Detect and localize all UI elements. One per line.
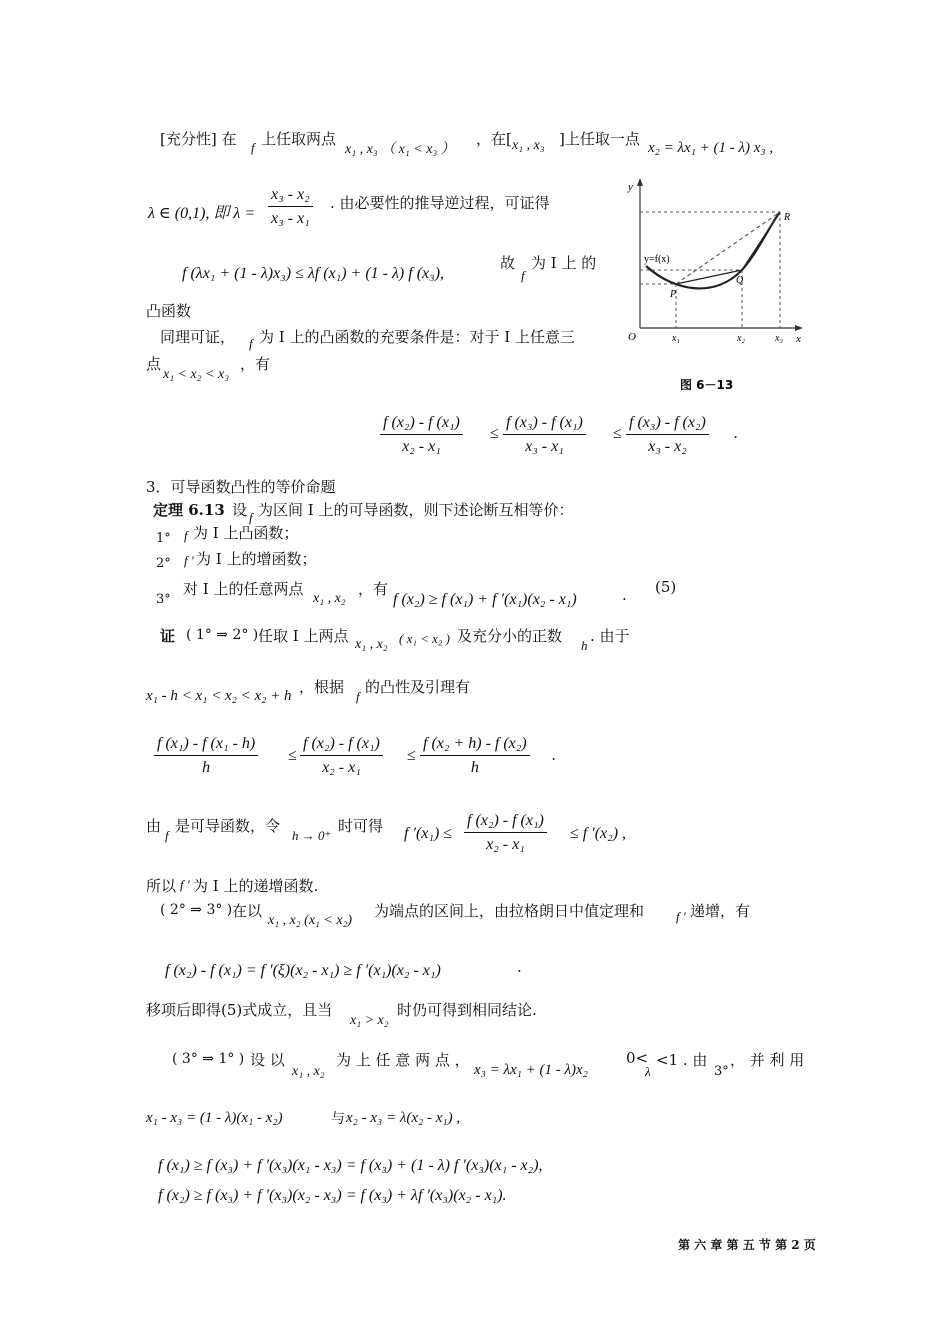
period: . — [552, 747, 556, 764]
fraction-lambda — [268, 186, 313, 228]
math-f: f — [249, 510, 253, 525]
fraction-num: f (x₃) - f (x₁) — [503, 414, 586, 435]
math-eq-5: f (x₂) ≥ f (x₁) + f ′(x₁)(x₂ - x₁) — [393, 591, 577, 608]
fraction-2 — [300, 735, 383, 777]
math-three-points: x₁ < x₂ < x₃ — [163, 367, 230, 382]
label-y: y — [628, 181, 633, 193]
item-1-text: 为 I 上凸函数； — [193, 524, 299, 542]
math-lhs: f ′(x₁) ≤ — [404, 825, 453, 842]
fraction-num: f (x₂) - f (x₁) — [464, 812, 547, 833]
fraction-num: f (x₂) - f (x₁) — [300, 735, 383, 756]
line6-a: 移项后即得(5)式成立，且当 — [146, 1001, 333, 1019]
label-P: P — [670, 289, 677, 300]
fraction-2 — [503, 414, 586, 456]
para1-a: [充分性] 在 — [160, 130, 237, 148]
proof3-b: 为 上 任 意 两 点 ， — [336, 1051, 470, 1069]
math-final-eq-1: f (x₁) ≥ f (x₃) + f ′(x₃)(x₁ - x₃) = f (x₃) + (1 - λ) f ′(x₃)(x₁ - x₂), — [158, 1157, 543, 1174]
para5-c: 点 — [146, 355, 162, 373]
fraction-num: f (x₃) - f (x₂) — [626, 414, 709, 435]
label-x: x — [796, 333, 801, 345]
item-2-text: 为 I 上的增函数； — [196, 550, 317, 568]
fraction-3 — [626, 414, 709, 456]
line2-a: ，根据 — [299, 678, 345, 696]
fraction-den: x₂ - x₁ — [322, 759, 361, 776]
period: . — [622, 586, 627, 604]
math-relation-1: x₁ - x₃ = (1 - λ)(x₁ - x₂) — [146, 1110, 283, 1126]
math-condition: x₁ > x₂ — [350, 1013, 389, 1028]
math-f: f — [521, 268, 525, 283]
equation-number: (5) — [655, 578, 677, 596]
para4: 凸函数 — [146, 302, 192, 320]
item-3-text2: ，有 — [358, 580, 389, 598]
math-f-prime: f ′ — [180, 877, 190, 892]
math-points: x₁ , x₂ — [313, 591, 346, 606]
line4-b: 为 I 上的递增函数. — [193, 877, 319, 895]
line3-c: 时可得 — [338, 817, 384, 835]
fraction-1 — [380, 414, 463, 456]
math-h: h — [581, 638, 588, 653]
implication-label: ( 3° ⇒ 1° ) — [172, 1051, 245, 1067]
proof3-d: <1 . 由 — [656, 1051, 708, 1069]
page-footer: 第 六 章 第 五 节 第 2 页 — [678, 1238, 816, 1252]
para2-text: . 由必要性的推导逆过程，可证得 — [330, 194, 550, 212]
math-inequality: x₁ - h < x₁ < x₂ < x₂ + h — [146, 688, 292, 704]
math-f: f — [249, 336, 253, 351]
fraction-num: x₃ - x₂ — [268, 186, 313, 207]
math-points: x₁ , x₂ — [355, 637, 388, 652]
proof2-c: 递增，有 — [690, 902, 751, 920]
proof3-g: ， 并 利 用 — [730, 1051, 805, 1069]
fraction-3 — [420, 735, 530, 777]
math-lambda: λ ∈ (0,1), 即 λ = — [148, 205, 256, 222]
proof2-a: 在以 — [232, 902, 263, 920]
fraction-den: x₂ - x₁ — [486, 836, 525, 853]
label-origin: O — [628, 331, 636, 343]
theorem-text1: 设 — [232, 501, 248, 519]
para3-text2: 为 I 上 的 — [531, 254, 597, 272]
fraction-den: x₃ - x₂ — [648, 438, 687, 455]
math-x2-eq: x₂ = λx₁ + (1 - λ) x₃ , — [648, 140, 774, 156]
fraction-slope — [464, 812, 547, 854]
math-f: f — [165, 828, 169, 843]
proof-label: 证 — [160, 627, 176, 645]
period: . — [517, 958, 522, 976]
le-sign: ≤ — [490, 425, 499, 442]
line6-b: 时仍可得到相同结论. — [397, 1001, 537, 1019]
proof1-c: . 由于 — [590, 627, 630, 645]
line2-b: 的凸性及引理有 — [365, 678, 471, 696]
fraction-den: x₃ - x₁ — [525, 438, 564, 455]
fraction-den: x₃ - x₁ — [271, 210, 310, 227]
math-lagrange: f (x₂) - f (x₁) = f ′(ξ)(x₂ - x₁) ≥ f ′(x₁)(x₂ - x₁) — [165, 962, 441, 979]
proof3-c: 0< — [626, 1049, 649, 1067]
para5-b: 为 I 上的凸函数的充要条件是：对于 I 上任意三 — [259, 328, 575, 346]
section-heading: 3．可导函数凸性的等价命题 — [146, 478, 336, 496]
math-points: x₁ , x₂ — [292, 1064, 325, 1079]
proof1-b: 及充分小的正数 — [457, 627, 563, 645]
para1-d: ]上任取一点 — [559, 130, 640, 148]
label-x2: x₂ — [737, 333, 745, 344]
label-x1: x₁ — [672, 333, 680, 344]
label-R: R — [784, 212, 791, 223]
fraction-1 — [154, 735, 258, 777]
line4-a: 所以 — [146, 877, 177, 895]
figure-6-13 — [620, 170, 810, 400]
math-condition: ( x₁ < x₂ ) — [399, 631, 451, 646]
math-f: f — [251, 140, 255, 155]
conjunction: 与 — [331, 1111, 345, 1127]
fraction-den: x₂ - x₁ — [402, 438, 441, 455]
item-ref: 3° — [714, 1064, 729, 1079]
math-points: x₁ , x₂ (x₁ < x₂) — [268, 913, 353, 928]
math-f-prime: f ′ — [184, 553, 194, 568]
math-f: f — [356, 689, 360, 704]
math-f: f — [184, 528, 188, 543]
figure-caption: 图 6－13 — [680, 378, 734, 392]
line3-b: 是可导函数，令 — [175, 817, 281, 835]
math-limit: h → 0⁺ — [292, 828, 332, 843]
fraction-num: f (x₁) - f (x₁ - h) — [154, 735, 258, 756]
item-2-number: 2° — [156, 556, 171, 571]
proof1-a: 任取 I 上两点 — [258, 627, 349, 645]
fraction-den: h — [202, 759, 211, 776]
le-sign: ≤ — [288, 747, 297, 764]
theorem-text2: 为区间 I 上的可导函数，则下述论断互相等价： — [258, 501, 574, 519]
para5-a: 同理可证， — [160, 328, 236, 346]
item-1-number: 1° — [156, 531, 171, 546]
math-interval: x₁ , x₃ — [512, 138, 545, 153]
label-x3: x₃ — [775, 333, 783, 344]
item-3-text: 对 I 上的任意两点 — [183, 580, 304, 598]
para1-b: 上任取两点 — [261, 130, 337, 148]
para5-d: ，有 — [240, 355, 271, 373]
le-sign: ≤ — [407, 747, 416, 764]
theorem-title: 定理 6.13 — [153, 501, 225, 519]
fraction-num: f (x₂) - f (x₁) — [380, 414, 463, 435]
fraction-num: f (x₂ + h) - f (x₂) — [420, 735, 530, 756]
implication-label: ( 1° ⇒ 2° ) — [186, 627, 259, 643]
math-f-prime: f ′ — [676, 909, 686, 924]
label-curve: y=f(x) — [644, 254, 670, 265]
math-x3-eq: x₃ = λx₁ + (1 - λ)x₂ — [474, 1062, 588, 1078]
para3-text: 故 — [500, 254, 516, 272]
para1-c: ，在[ — [476, 130, 512, 148]
item-3-number: 3° — [156, 592, 171, 607]
fraction-den: h — [470, 759, 479, 776]
math-points: x₁ , x₃ （ x₁ < x₃ ） — [345, 142, 455, 157]
math-convex-ineq: f (λx₁ + (1 - λ)x₃) ≤ λf (x₁) + (1 - λ) f (x₃), — [182, 265, 445, 282]
period: . — [734, 425, 738, 442]
line3-a: 由 — [146, 817, 162, 835]
math-lambda: λ — [645, 1064, 651, 1079]
math-relation-2: x₂ - x₃ = λ(x₂ - x₁) , — [346, 1110, 461, 1126]
le-sign: ≤ — [613, 425, 622, 442]
proof3-a: 设 以 — [250, 1051, 285, 1069]
math-final-eq-2: f (x₂) ≥ f (x₃) + f ′(x₃)(x₂ - x₃) = f (x₃) + λf ′(x₃)(x₂ - x₁). — [158, 1187, 507, 1204]
implication-label: ( 2° ⇒ 3° ) — [160, 902, 233, 918]
label-Q: Q — [736, 275, 744, 286]
math-rhs: ≤ f ′(x₂) , — [570, 825, 627, 842]
figure-graph — [620, 170, 810, 400]
proof2-b: 为端点的区间上，由拉格朗日中值定理和 — [374, 902, 645, 920]
